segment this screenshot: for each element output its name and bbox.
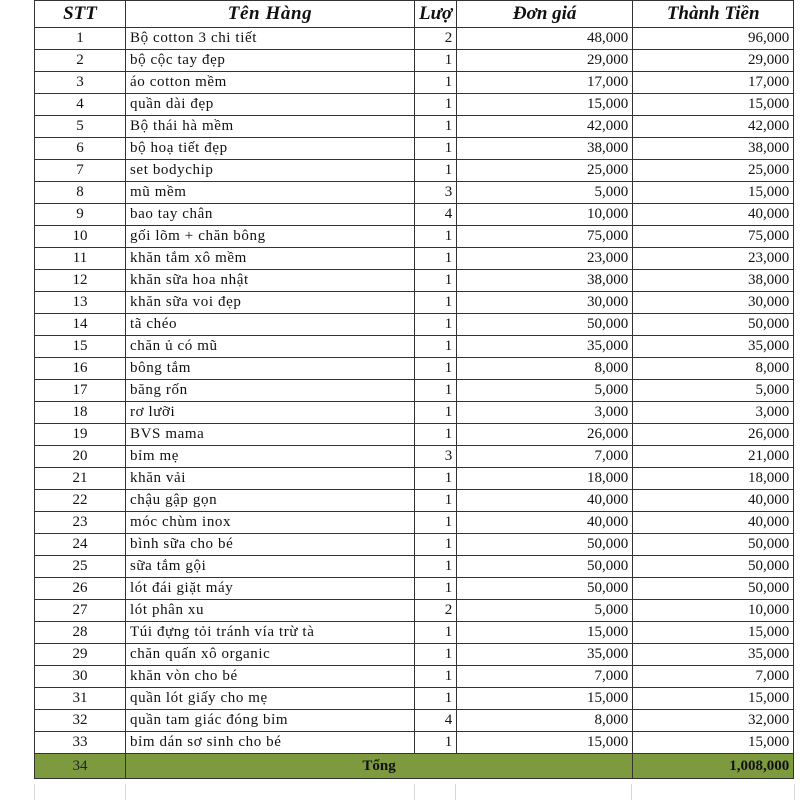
cell-total[interactable]: 32,000 (633, 710, 794, 732)
cell-qty[interactable]: 1 (415, 138, 457, 160)
cell-name[interactable]: khăn sữa hoa nhật (126, 270, 415, 292)
cell-stt[interactable]: 9 (35, 204, 126, 226)
cell-qty[interactable]: 1 (415, 72, 457, 94)
table-row (35, 424, 794, 446)
cell-name[interactable]: bông tắm (126, 358, 415, 380)
cell-total[interactable]: 25,000 (633, 160, 794, 182)
cell-qty[interactable]: 1 (415, 512, 457, 534)
cell-name[interactable]: quần tam giác đóng bỉm (126, 710, 415, 732)
table-row (35, 556, 794, 578)
cell-price[interactable]: 38,000 (457, 270, 633, 292)
header-total[interactable]: Thành Tiền (633, 1, 794, 28)
table-row (35, 688, 794, 710)
table-row (35, 402, 794, 424)
grid-line (455, 784, 456, 800)
cell-name[interactable]: Túi đựng tỏi tránh vía trừ tà (126, 622, 415, 644)
grid-line (125, 784, 126, 800)
cell-stt[interactable]: 17 (35, 380, 126, 402)
cell-stt[interactable]: 7 (35, 160, 126, 182)
cell-stt[interactable]: 25 (35, 556, 126, 578)
cell-price[interactable]: 26,000 (457, 424, 633, 446)
cell-name[interactable]: quần dài đẹp (126, 94, 415, 116)
cell-qty[interactable]: 1 (415, 50, 457, 72)
cell-qty[interactable]: 1 (415, 578, 457, 600)
table-row (35, 28, 794, 50)
cell-name[interactable]: BVS mama (126, 424, 415, 446)
table-row (35, 72, 794, 94)
cell-price[interactable]: 50,000 (457, 314, 633, 336)
cell-price[interactable]: 50,000 (457, 556, 633, 578)
cell-total[interactable]: 96,000 (633, 28, 794, 50)
cell-stt[interactable]: 20 (35, 446, 126, 468)
cell-total[interactable]: 7,000 (633, 666, 794, 688)
cell-qty[interactable]: 3 (415, 182, 457, 204)
cell-total[interactable]: 35,000 (633, 644, 794, 666)
cell-stt[interactable]: 10 (35, 226, 126, 248)
cell-qty[interactable]: 1 (415, 490, 457, 512)
cell-total[interactable]: 50,000 (633, 534, 794, 556)
cell-qty[interactable]: 1 (415, 424, 457, 446)
table-row (35, 578, 794, 600)
cell-total[interactable]: 23,000 (633, 248, 794, 270)
cell-total[interactable]: 50,000 (633, 314, 794, 336)
cell-stt[interactable]: 13 (35, 292, 126, 314)
cell-stt[interactable]: 16 (35, 358, 126, 380)
table-row (35, 534, 794, 556)
cell-name[interactable]: khăn sữa voi đẹp (126, 292, 415, 314)
cell-stt[interactable]: 32 (35, 710, 126, 732)
table-row (35, 468, 794, 490)
cell-total[interactable]: 38,000 (633, 270, 794, 292)
cell-price[interactable]: 5,000 (457, 600, 633, 622)
cell-qty[interactable]: 1 (415, 358, 457, 380)
cell-name[interactable]: bộ cộc tay đẹp (126, 50, 415, 72)
cell-qty[interactable]: 1 (415, 116, 457, 138)
cell-stt[interactable]: 3 (35, 72, 126, 94)
table-row (35, 446, 794, 468)
cell-qty[interactable]: 1 (415, 226, 457, 248)
cell-stt[interactable]: 29 (35, 644, 126, 666)
cell-name[interactable]: lót phân xu (126, 600, 415, 622)
cell-qty[interactable]: 1 (415, 688, 457, 710)
cell-price[interactable]: 40,000 (457, 490, 633, 512)
cell-price[interactable]: 15,000 (457, 94, 633, 116)
cell-total[interactable]: 15,000 (633, 732, 794, 754)
table-row (35, 138, 794, 160)
cell-stt[interactable]: 23 (35, 512, 126, 534)
cell-stt[interactable]: 4 (35, 94, 126, 116)
table-row (35, 512, 794, 534)
cell-total[interactable]: 15,000 (633, 182, 794, 204)
cell-total[interactable]: 29,000 (633, 50, 794, 72)
cell-qty[interactable]: 2 (415, 28, 457, 50)
cell-qty[interactable]: 1 (415, 622, 457, 644)
cell-stt[interactable]: 14 (35, 314, 126, 336)
cell-qty[interactable]: 1 (415, 94, 457, 116)
cell-name[interactable]: tã chéo (126, 314, 415, 336)
cell-total[interactable]: 30,000 (633, 292, 794, 314)
cell-name[interactable]: set bodychip (126, 160, 415, 182)
cell-name[interactable]: chậu gập gọn (126, 490, 415, 512)
total-amount-cell[interactable]: 1,008,000 (633, 754, 794, 779)
table-row (35, 160, 794, 182)
cell-qty[interactable]: 1 (415, 336, 457, 358)
cell-stt[interactable]: 21 (35, 468, 126, 490)
table-row (35, 710, 794, 732)
cell-total[interactable]: 50,000 (633, 578, 794, 600)
table-row (35, 380, 794, 402)
cell-stt[interactable]: 8 (35, 182, 126, 204)
table-row (35, 116, 794, 138)
cell-total[interactable]: 42,000 (633, 116, 794, 138)
cell-stt[interactable]: 26 (35, 578, 126, 600)
cell-total[interactable]: 8,000 (633, 358, 794, 380)
cell-stt[interactable]: 30 (35, 666, 126, 688)
table-row (35, 732, 794, 754)
header-price[interactable]: Đơn giá (457, 1, 633, 28)
table-row (35, 600, 794, 622)
table-row (35, 490, 794, 512)
cell-total[interactable]: 40,000 (633, 490, 794, 512)
cell-total[interactable]: 3,000 (633, 402, 794, 424)
cell-price[interactable]: 18,000 (457, 468, 633, 490)
cell-total[interactable]: 21,000 (633, 446, 794, 468)
cell-qty[interactable]: 1 (415, 292, 457, 314)
table-row (35, 358, 794, 380)
table-row (35, 336, 794, 358)
table-row (35, 292, 794, 314)
cell-total[interactable]: 5,000 (633, 380, 794, 402)
cell-qty[interactable]: 1 (415, 314, 457, 336)
cell-price[interactable]: 7,000 (457, 446, 633, 468)
cell-stt[interactable]: 33 (35, 732, 126, 754)
cell-stt[interactable]: 11 (35, 248, 126, 270)
cell-name[interactable]: áo cotton mềm (126, 72, 415, 94)
cell-total[interactable]: 15,000 (633, 94, 794, 116)
cell-price[interactable]: 29,000 (457, 50, 633, 72)
cell-qty[interactable]: 1 (415, 380, 457, 402)
cell-name[interactable]: Bộ cotton 3 chi tiết (126, 28, 415, 50)
cell-total[interactable]: 15,000 (633, 688, 794, 710)
cell-name[interactable]: khăn vòn cho bé (126, 666, 415, 688)
table-row (35, 248, 794, 270)
cell-price[interactable]: 75,000 (457, 226, 633, 248)
cell-price[interactable]: 38,000 (457, 138, 633, 160)
cell-name[interactable]: bỉm dán sơ sinh cho bé (126, 732, 415, 754)
table-row (35, 182, 794, 204)
cell-price[interactable]: 17,000 (457, 72, 633, 94)
cell-stt[interactable]: 22 (35, 490, 126, 512)
invoice-table (34, 0, 794, 779)
cell-stt[interactable]: 31 (35, 688, 126, 710)
cell-stt[interactable]: 2 (35, 50, 126, 72)
table-row (35, 666, 794, 688)
grid-line (631, 784, 632, 800)
cell-stt[interactable]: 24 (35, 534, 126, 556)
cell-price[interactable]: 40,000 (457, 512, 633, 534)
cell-name[interactable]: bình sữa cho bé (126, 534, 415, 556)
cell-stt[interactable]: 27 (35, 600, 126, 622)
total-label-cell[interactable]: Tổng (126, 754, 633, 779)
cell-qty[interactable]: 1 (415, 732, 457, 754)
cell-qty[interactable]: 1 (415, 248, 457, 270)
cell-qty[interactable]: 1 (415, 468, 457, 490)
cell-qty[interactable]: 4 (415, 710, 457, 732)
cell-price[interactable]: 15,000 (457, 622, 633, 644)
table-row (35, 226, 794, 248)
cell-price[interactable]: 5,000 (457, 182, 633, 204)
cell-total[interactable]: 17,000 (633, 72, 794, 94)
cell-name[interactable]: rơ lưỡi (126, 402, 415, 424)
grid-line (794, 784, 795, 800)
cell-stt[interactable]: 15 (35, 336, 126, 358)
header-row (35, 1, 794, 28)
cell-total[interactable]: 35,000 (633, 336, 794, 358)
header-stt[interactable]: STT (35, 1, 126, 28)
cell-price[interactable]: 50,000 (457, 534, 633, 556)
cell-price[interactable]: 30,000 (457, 292, 633, 314)
cell-total[interactable]: 75,000 (633, 226, 794, 248)
cell-stt[interactable]: 19 (35, 424, 126, 446)
cell-name[interactable]: chăn quấn xô organic (126, 644, 415, 666)
header-name[interactable]: Tên Hàng (126, 1, 415, 28)
cell-total[interactable]: 26,000 (633, 424, 794, 446)
cell-total[interactable]: 38,000 (633, 138, 794, 160)
cell-total[interactable]: 40,000 (633, 512, 794, 534)
table-row (35, 204, 794, 226)
cell-name[interactable]: bao tay chân (126, 204, 415, 226)
table-row (35, 50, 794, 72)
cell-stt[interactable]: 18 (35, 402, 126, 424)
cell-total[interactable]: 50,000 (633, 556, 794, 578)
cell-total[interactable]: 10,000 (633, 600, 794, 622)
cell-price[interactable]: 15,000 (457, 688, 633, 710)
cell-total[interactable]: 18,000 (633, 468, 794, 490)
cell-price[interactable]: 8,000 (457, 710, 633, 732)
cell-price[interactable]: 8,000 (457, 358, 633, 380)
cell-name[interactable]: băng rốn (126, 380, 415, 402)
cell-stt[interactable]: 5 (35, 116, 126, 138)
table-row (35, 314, 794, 336)
cell-price[interactable]: 42,000 (457, 116, 633, 138)
cell-price[interactable]: 15,000 (457, 732, 633, 754)
cell-qty[interactable]: 1 (415, 556, 457, 578)
cell-price[interactable]: 48,000 (457, 28, 633, 50)
cell-name[interactable]: quần lót giấy cho mẹ (126, 688, 415, 710)
grid-line (34, 784, 35, 800)
cell-qty[interactable]: 3 (415, 446, 457, 468)
cell-stt[interactable]: 28 (35, 622, 126, 644)
header-qty[interactable]: Lượ (415, 1, 457, 28)
cell-qty[interactable]: 4 (415, 204, 457, 226)
cell-price[interactable]: 35,000 (457, 644, 633, 666)
cell-price[interactable]: 50,000 (457, 578, 633, 600)
table-row (35, 270, 794, 292)
cell-name[interactable]: Bộ thái hà mềm (126, 116, 415, 138)
cell-stt[interactable]: 12 (35, 270, 126, 292)
cell-price[interactable]: 35,000 (457, 336, 633, 358)
cell-total[interactable]: 15,000 (633, 622, 794, 644)
cell-name[interactable]: bỉm mẹ (126, 446, 415, 468)
cell-qty[interactable]: 1 (415, 534, 457, 556)
grid-line (414, 784, 415, 800)
cell-stt[interactable]: 1 (35, 28, 126, 50)
total-stt-cell[interactable]: 34 (35, 754, 126, 779)
cell-qty[interactable]: 1 (415, 666, 457, 688)
cell-name[interactable]: bộ hoạ tiết đẹp (126, 138, 415, 160)
cell-total[interactable]: 40,000 (633, 204, 794, 226)
cell-name[interactable]: gối lõm + chăn bông (126, 226, 415, 248)
cell-qty[interactable]: 1 (415, 402, 457, 424)
cell-qty[interactable]: 2 (415, 600, 457, 622)
table-row (35, 644, 794, 666)
cell-price[interactable]: 7,000 (457, 666, 633, 688)
cell-qty[interactable]: 1 (415, 270, 457, 292)
cell-name[interactable]: móc chùm inox (126, 512, 415, 534)
cell-price[interactable]: 25,000 (457, 160, 633, 182)
cell-price[interactable]: 10,000 (457, 204, 633, 226)
cell-name[interactable]: khăn tắm xô mềm (126, 248, 415, 270)
cell-name[interactable]: mũ mềm (126, 182, 415, 204)
cell-name[interactable]: lót đái giặt máy (126, 578, 415, 600)
total-row (35, 754, 794, 779)
cell-name[interactable]: khăn vải (126, 468, 415, 490)
cell-qty[interactable]: 1 (415, 644, 457, 666)
cell-name[interactable]: chăn ủ có mũ (126, 336, 415, 358)
cell-price[interactable]: 3,000 (457, 402, 633, 424)
table-row (35, 622, 794, 644)
cell-price[interactable]: 23,000 (457, 248, 633, 270)
cell-price[interactable]: 5,000 (457, 380, 633, 402)
table-row (35, 94, 794, 116)
cell-name[interactable]: sữa tắm gội (126, 556, 415, 578)
cell-stt[interactable]: 6 (35, 138, 126, 160)
cell-qty[interactable]: 1 (415, 160, 457, 182)
